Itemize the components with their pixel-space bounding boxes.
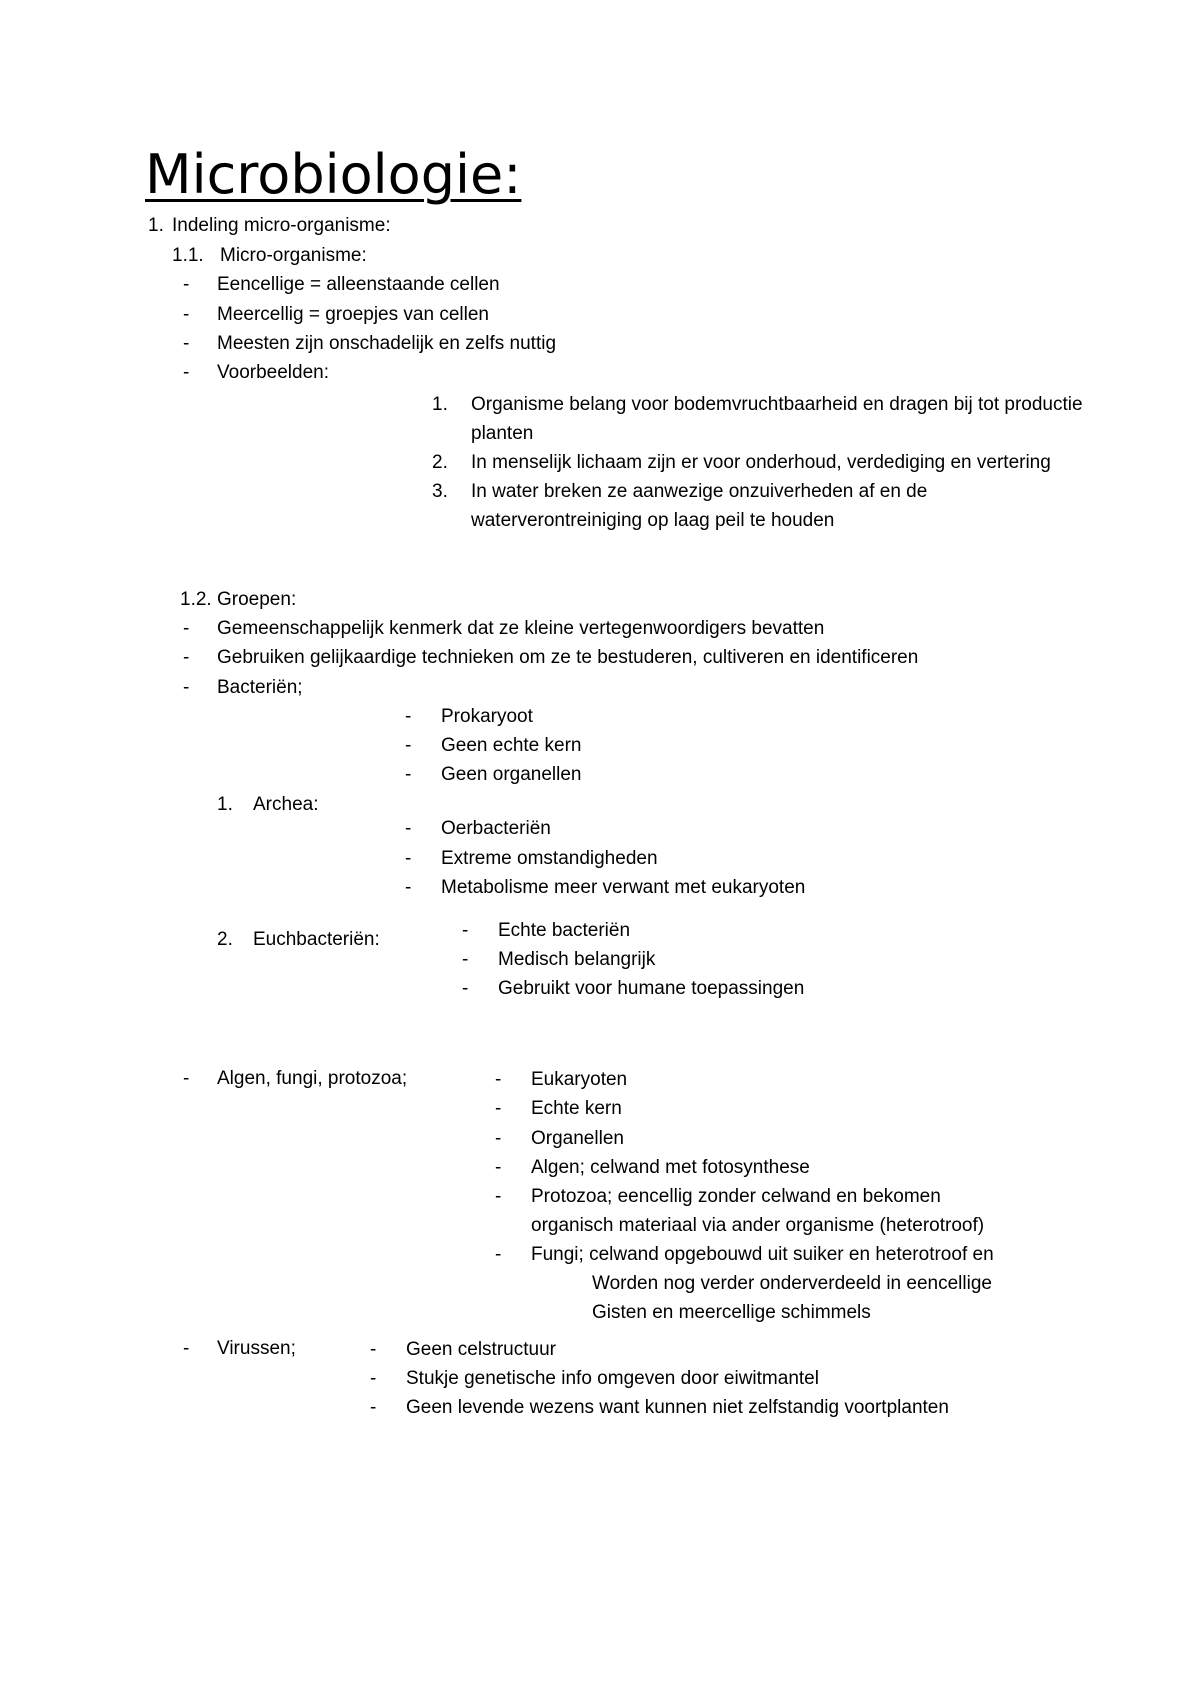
subsection-heading: Micro-organisme: — [220, 245, 367, 266]
trait-item: Geen levende wezens want kunnen niet zelfstandig voortplanten — [406, 1397, 949, 1418]
subgroup-label: Archea: — [253, 794, 319, 815]
trait-item: Gisten en meercellige schimmels — [592, 1302, 871, 1323]
bullet-item: Gebruiken gelijkaardige technieken om ze te bestuderen, cultiveren en identificeren — [217, 647, 919, 668]
example-line: planten — [471, 423, 534, 444]
bullet-dash: - — [183, 1338, 190, 1359]
bullet-dash: - — [183, 274, 190, 295]
example-number: 1. — [432, 394, 448, 415]
example-number: 3. — [432, 481, 448, 502]
example-line: waterverontreiniging op laag peil te houden — [471, 510, 835, 531]
trait-dash: - — [405, 735, 412, 756]
bullet-item: Meesten zijn onschadelijk en zelfs nuttig — [217, 333, 557, 354]
bullet-dash: - — [183, 618, 190, 639]
trait-dash: - — [495, 1069, 502, 1090]
trait-item: Geen organellen — [441, 764, 582, 785]
trait-dash: - — [462, 978, 469, 999]
trait-dash: - — [405, 764, 412, 785]
bullet-dash: - — [183, 362, 190, 383]
section-heading: Indeling micro-organisme: — [172, 215, 391, 236]
trait-item: Geen celstructuur — [406, 1339, 556, 1360]
trait-item: Echte bacteriën — [498, 920, 631, 941]
subsection-heading: Groepen: — [217, 589, 297, 610]
trait-item: Gebruikt voor humane toepassingen — [498, 978, 805, 999]
page-title: Microbiologie: — [145, 143, 522, 206]
trait-dash: - — [462, 949, 469, 970]
trait-dash: - — [495, 1128, 502, 1149]
bullet-dash: - — [183, 304, 190, 325]
trait-dash: - — [405, 877, 412, 898]
trait-item: Medisch belangrijk — [498, 949, 656, 970]
group-label: Bacteriën; — [217, 677, 303, 698]
bullet-item: Voorbeelden: — [217, 362, 329, 383]
trait-item: Worden nog verder onderverdeeld in eencellige — [592, 1273, 992, 1294]
trait-dash: - — [405, 848, 412, 869]
bullet-dash: - — [183, 677, 190, 698]
bullet-item: Meercellig = groepjes van cellen — [217, 304, 489, 325]
trait-dash: - — [370, 1397, 377, 1418]
trait-item: Stukje genetische info omgeven door eiwitmantel — [406, 1368, 819, 1389]
trait-dash: - — [495, 1244, 502, 1265]
trait-item: Prokaryoot — [441, 706, 533, 727]
bullet-dash: - — [183, 333, 190, 354]
example-line: Organisme belang voor bodemvruchtbaarheid en dragen bij tot productie — [471, 394, 1083, 415]
trait-item: Fungi; celwand opgebouwd uit suiker en heterotroof en — [531, 1244, 994, 1265]
trait-item: Organellen — [531, 1128, 624, 1149]
bullet-item: Eencellige = alleenstaande cellen — [217, 274, 500, 295]
bullet-dash: - — [183, 1068, 190, 1089]
subgroup-number: 2. — [217, 929, 233, 950]
trait-item: Extreme omstandigheden — [441, 848, 658, 869]
section-number: 1. — [148, 215, 164, 236]
trait-dash: - — [370, 1368, 377, 1389]
trait-dash: - — [495, 1157, 502, 1178]
bullet-item: Gemeenschappelijk kenmerk dat ze kleine vertegenwoordigers bevatten — [217, 618, 825, 639]
group-label: Virussen; — [217, 1338, 296, 1359]
trait-dash: - — [495, 1186, 502, 1207]
subsection-number: 1.1. — [172, 245, 204, 266]
subgroup-number: 1. — [217, 794, 233, 815]
trait-item: Eukaryoten — [531, 1069, 628, 1090]
subgroup-label: Euchbacteriën: — [253, 929, 380, 950]
trait-item: Echte kern — [531, 1098, 622, 1119]
trait-dash: - — [370, 1339, 377, 1360]
trait-dash: - — [495, 1098, 502, 1119]
example-line: In water breken ze aanwezige onzuiverheden af en de — [471, 481, 928, 502]
example-number: 2. — [432, 452, 448, 473]
example-line: In menselijk lichaam zijn er voor onderhoud, verdediging en vertering — [471, 452, 1051, 473]
trait-item: organisch materiaal via ander organisme (heterotroof) — [531, 1215, 985, 1236]
bullet-dash: - — [183, 647, 190, 668]
trait-dash: - — [405, 706, 412, 727]
trait-item: Metabolisme meer verwant met eukaryoten — [441, 877, 806, 898]
group-label: Algen, fungi, protozoa; — [217, 1068, 408, 1089]
trait-item: Algen; celwand met fotosynthese — [531, 1157, 810, 1178]
trait-dash: - — [462, 920, 469, 941]
trait-item: Oerbacteriën — [441, 818, 551, 839]
trait-item: Geen echte kern — [441, 735, 582, 756]
trait-dash: - — [405, 818, 412, 839]
subsection-number: 1.2. — [180, 589, 212, 610]
trait-item: Protozoa; eencellig zonder celwand en bekomen — [531, 1186, 941, 1207]
